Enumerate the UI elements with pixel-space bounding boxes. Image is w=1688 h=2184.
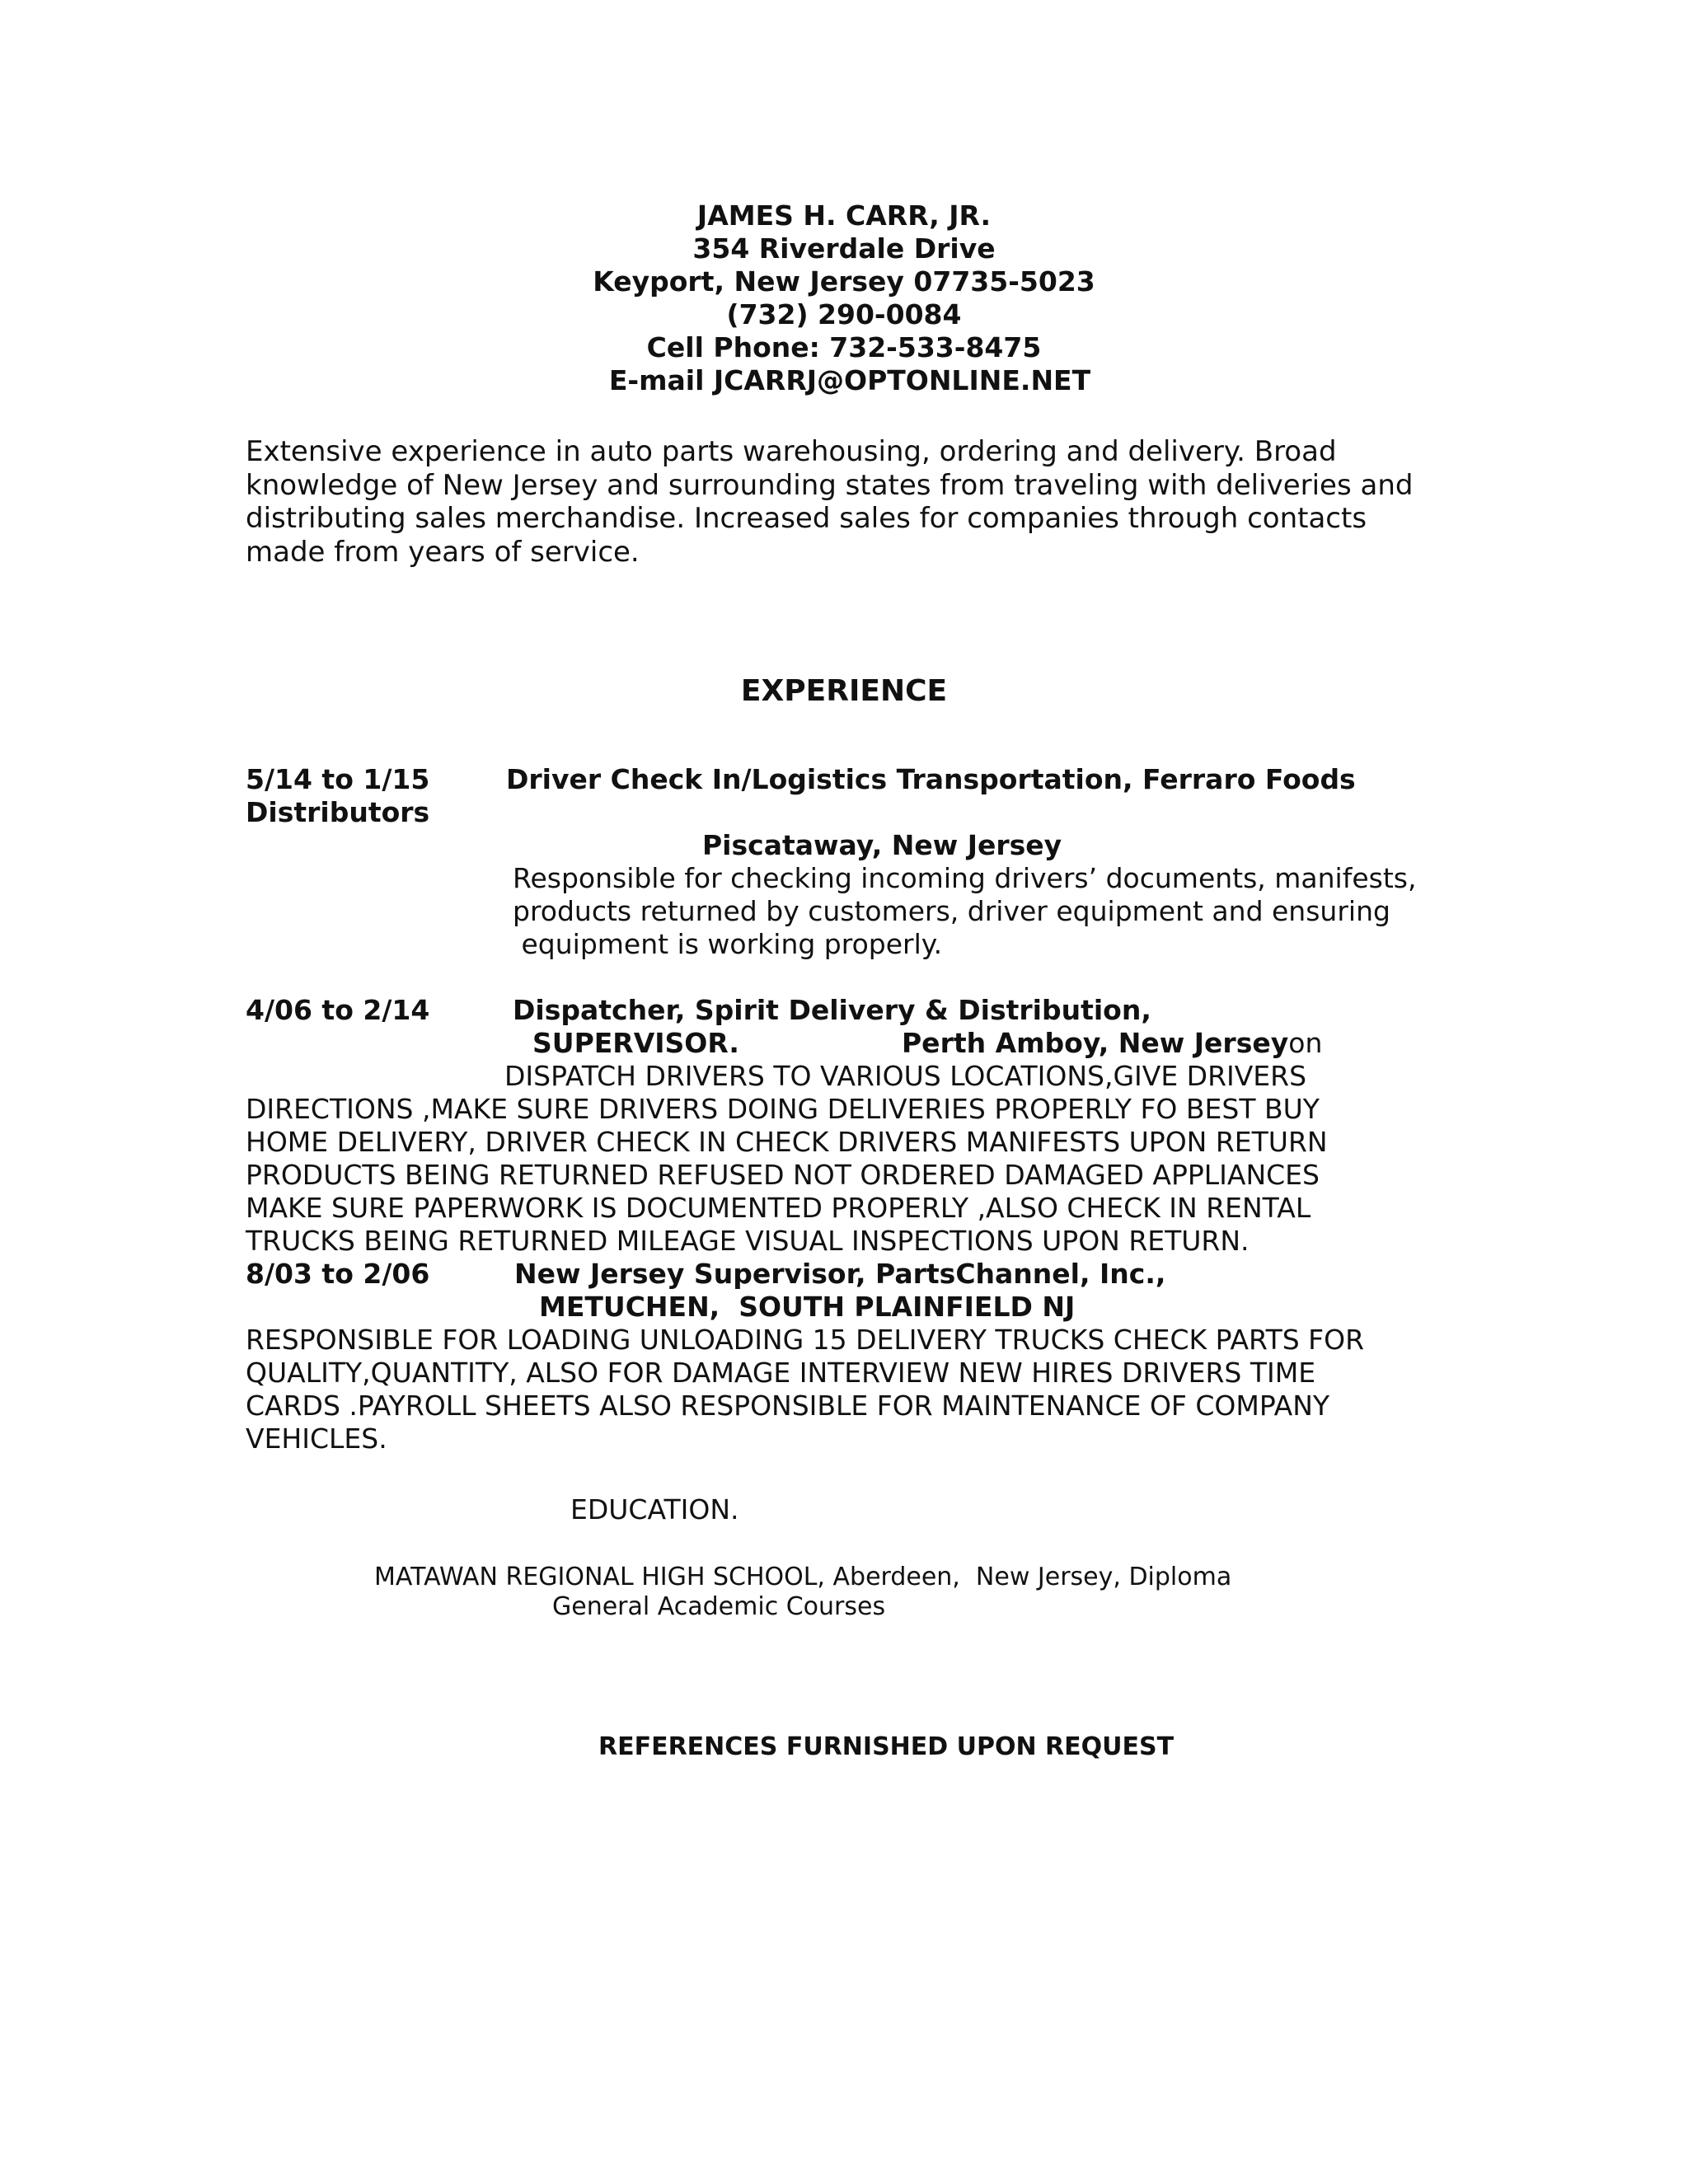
job-description-line: equipment is working properly.: [513, 928, 943, 960]
summary-paragraph: [246, 435, 1449, 569]
experience-heading: EXPERIENCE: [740, 674, 948, 708]
job-location-line: [902, 1027, 1322, 1060]
header-name: JAMES H. CARR, JR.: [696, 199, 992, 232]
job-title: Dispatcher, Spirit Delivery & Distribution,: [513, 994, 1151, 1026]
header-city: Keyport, New Jersey 07735-5023: [593, 265, 1095, 298]
summary-line: made from years of service.: [246, 535, 640, 569]
header-email: E-mail JCARRJ@OPTONLINE.NET: [608, 364, 1091, 396]
education-heading: EDUCATION.: [570, 1493, 739, 1526]
job-role: SUPERVISOR.: [532, 1027, 739, 1059]
job-description-line: CARDS .PAYROLL SHEETS ALSO RESPONSIBLE FOR MAINTENANCE OF COMPANY: [246, 1390, 1330, 1422]
job-location: Perth Amboy, New Jersey: [902, 1027, 1289, 1059]
job-dates: 5/14 to 1/15: [246, 763, 430, 795]
job-title: New Jersey Supervisor, PartsChannel, Inc.,: [514, 1258, 1166, 1290]
header-street: 354 Riverdale Drive: [692, 232, 996, 265]
job-location: METUCHEN, SOUTH PLAINFIELD NJ: [539, 1291, 1076, 1323]
header-phone: (732) 290-0084: [726, 298, 962, 330]
job-dates: 8/03 to 2/06: [246, 1258, 430, 1290]
job-title-continued: Distributors: [246, 796, 430, 828]
job-description-line: TRUCKS BEING RETURNED MILEAGE VISUAL INSPECTIONS UPON RETURN.: [246, 1225, 1250, 1257]
job-description-line: Responsible for checking incoming drivers’ documents, manifests,: [513, 862, 1417, 894]
summary-line: knowledge of New Jersey and surrounding states from traveling with deliveries and: [246, 468, 1414, 502]
education-courses: General Academic Courses: [552, 1592, 886, 1621]
education-school: MATAWAN REGIONAL HIGH SCHOOL, Aberdeen, New Jersey, Diploma: [374, 1563, 1232, 1591]
summary-line: distributing sales merchandise. Increased sales for companies through contacts: [246, 502, 1367, 535]
job-description-line: RESPONSIBLE FOR LOADING UNLOADING 15 DELIVERY TRUCKS CHECK PARTS FOR: [246, 1324, 1365, 1356]
job-location: Piscataway, New Jersey: [702, 829, 1062, 861]
job-location-suffix: on: [1288, 1027, 1323, 1059]
job-description-line: MAKE SURE PAPERWORK IS DOCUMENTED PROPERLY ,ALSO CHECK IN RENTAL: [246, 1192, 1311, 1224]
job-description-line: VEHICLES.: [246, 1422, 387, 1455]
job-dates: 4/06 to 2/14: [246, 994, 430, 1026]
job-description-line: PRODUCTS BEING RETURNED REFUSED NOT ORDERED DAMAGED APPLIANCES: [246, 1159, 1320, 1191]
job-description-line: HOME DELIVERY, DRIVER CHECK IN CHECK DRIVERS MANIFESTS UPON RETURN: [246, 1126, 1328, 1158]
header-cell: Cell Phone: 732-533-8475: [646, 331, 1042, 363]
job-description-line: products returned by customers, driver equipment and ensuring: [513, 895, 1390, 927]
job-description-line: DISPATCH DRIVERS TO VARIOUS LOCATIONS,GIVE DRIVERS: [504, 1060, 1307, 1092]
job-description-line: DIRECTIONS ,MAKE SURE DRIVERS DOING DELIVERIES PROPERLY FO BEST BUY: [246, 1093, 1320, 1125]
summary-line: Extensive experience in auto parts warehousing, ordering and delivery. Broad: [246, 435, 1337, 468]
job-title: Driver Check In/Logistics Transportation, Ferraro Foods: [506, 763, 1356, 795]
references-note: REFERENCES FURNISHED UPON REQUEST: [598, 1732, 1175, 1761]
job-description-line: QUALITY,QUANTITY, ALSO FOR DAMAGE INTERVIEW NEW HIRES DRIVERS TIME: [246, 1357, 1316, 1389]
